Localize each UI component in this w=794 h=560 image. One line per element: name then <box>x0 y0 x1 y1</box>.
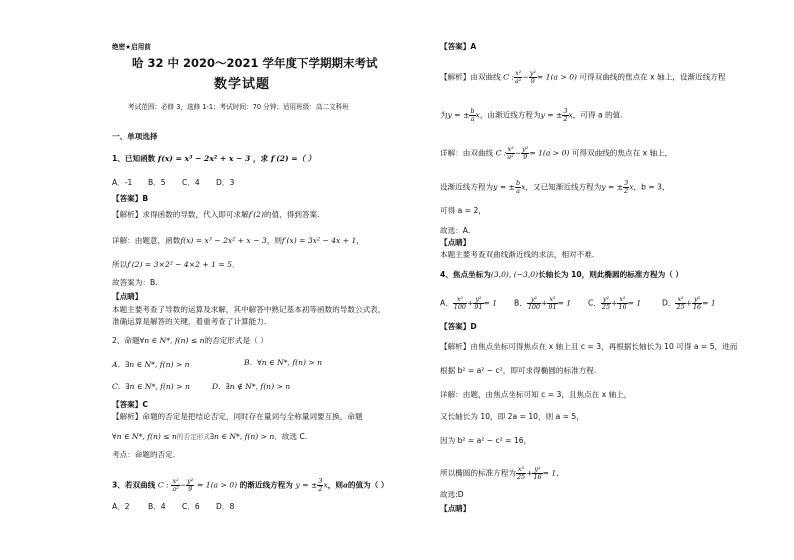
q2-stem-text: 2、命题 <box>112 336 140 345</box>
q1-detail <box>112 236 364 246</box>
q4-answer: 【答案】D <box>440 322 477 331</box>
q3-analysis-asym2-num: 3 <box>563 107 568 115</box>
q3-frac-y <box>186 478 194 493</box>
q4-b-plus: + <box>541 298 548 308</box>
q3-set-b: ，b = 3， <box>633 182 670 192</box>
exam-title: 哈 32 中 2020～2021 学年度下学期期末考试 <box>132 56 378 70</box>
q1-so <box>112 260 240 270</box>
q4-option-d <box>662 296 716 311</box>
q3-minus: − <box>179 480 187 490</box>
q1-option-b: B．5 <box>148 178 166 187</box>
q4-option-b <box>514 296 571 311</box>
q4-c-n2: x² <box>619 295 626 303</box>
q3-set-text: 设渐近线方程为 <box>440 182 494 192</box>
q3-detail-line1: 详解：由双曲线 C : $\frac{\text{x²}}{\text{a²}}$ − $\frac{\text{y²}}{9}$ = 1(a > 0) 可得双曲线的焦点在 x 轴上， <box>440 145 673 161</box>
q4-b-d2: 91 <box>548 303 557 311</box>
q4-a-d2: 91 <box>474 303 483 311</box>
secret-mark: 绝密★启用前 <box>112 43 151 51</box>
q3-detail-frac-x: $\frac{\text{x²}}{\text{a²}}$ <box>507 145 514 161</box>
q3-analysis-frac-y-den: 9 <box>530 77 535 85</box>
q4-detail-line1: 详解：由题，由焦点坐标可知 c = 3，且焦点在 x 轴上， <box>440 390 632 399</box>
q3-stem-text: 3、若双曲线 <box>112 480 156 490</box>
q4-d-d2: 16 <box>692 303 702 311</box>
q3-answer: 【答案】A <box>440 42 477 51</box>
q2-analysis-line1: 【解析】命题的否定是把结论否定，同时存在量词与全称量词要互换，命题 <box>112 412 363 421</box>
q4-d-n1: x² <box>677 295 684 303</box>
q2-analysis-prop: ∀n ∈ N*, f(n) ≤ n <box>112 432 177 441</box>
q1-analysis <box>112 210 320 220</box>
q4-opt-b-label: B． <box>514 298 527 308</box>
q2-option-b: B．∀n ∈ N*, f(n) > n <box>244 358 323 367</box>
q4-analysis-line1: 【解析】由焦点坐标可得焦点在 x 轴上且 c = 3，再根据长轴长为 10 可得 a = 5，进而 <box>440 342 738 351</box>
q3-option-d: D．8 <box>216 502 235 511</box>
q3-stem-tail: 的值为（ ） <box>347 480 389 490</box>
q2-stem <box>112 336 268 346</box>
q3-choose: 故选：A. <box>440 226 471 235</box>
q1-so-end: ． <box>232 260 240 269</box>
q4-point-label: 【点睛】 <box>440 504 471 513</box>
q3-eq-rest: = 1(a > 0) <box>196 480 238 490</box>
q1-prefix: 1、已知函数 <box>112 154 156 163</box>
q3-set-given: ，又已知渐近线方程为 <box>525 182 602 192</box>
q3-analysis-eq: = 1(a > 0) <box>536 72 577 82</box>
q1-detail-func: f(x) = x³ − 2x² + x − 3 <box>180 236 267 245</box>
q3-stem-a: a <box>342 480 348 490</box>
q1-detail-comma: ， <box>356 236 364 245</box>
q2-answer: 【答案】C <box>112 400 148 409</box>
q1-detail-text: 详解：由题意，函数 <box>112 236 181 245</box>
q4-a-n2: y² <box>475 295 482 303</box>
q3-asym: y = ± <box>295 480 318 490</box>
q3-analysis-frac-x-num: x² <box>515 69 522 77</box>
q2-option-d: D．∃n ∉ N*, f(n) > n <box>212 382 291 391</box>
q4-d-plus: + <box>685 298 692 308</box>
q4-detail-line3: 因为 b² = a² − c² = 16， <box>440 436 532 445</box>
q2-analysis-choose: ．故选 C. <box>274 432 308 441</box>
q1-point-line2: 准确运算是解答的关键，着重考查了计算能力. <box>112 317 267 326</box>
q3-analysis-frac-y <box>529 70 537 85</box>
q3-option-c: C．6 <box>182 502 200 511</box>
q1-option-c: C．4 <box>182 178 200 187</box>
q3-analysis-asym: y = ± <box>447 110 470 120</box>
q1-stem <box>112 154 315 164</box>
q1-point-label: 【点睛】 <box>112 292 143 301</box>
subject-title: 数学试题 <box>214 77 271 92</box>
q1-analysis-tail: 的值，得到答案. <box>263 210 320 219</box>
q3-detail-line2: 设渐近线方程为y = ± $\frac{b}{a}$ x，又已知渐近线方程为y = ± $\frac{3}{2}$ x，b = 3， <box>440 179 670 195</box>
q4-a-d1: 100 <box>453 303 466 311</box>
q4-opt-d-label: D． <box>662 298 676 308</box>
q3-analysis-curve: C : <box>503 72 514 82</box>
q1-analysis-math: f′(2) <box>248 210 264 219</box>
q4-stem <box>440 270 683 280</box>
q3-curve: C : <box>157 480 169 490</box>
q4-a-eq: = 1 <box>483 298 498 308</box>
q3-set-frac: $\frac{b}{a}$ <box>516 179 521 195</box>
q1-detail-then: ，则 <box>266 236 282 245</box>
q3-stem <box>112 478 388 493</box>
q2-analysis-neg: ∃n ∈ N*, f(n) > n <box>209 432 275 441</box>
q3-analysis-asym-b: b <box>470 107 475 115</box>
q1-option-d: D．3 <box>216 178 235 187</box>
q2-option-a: A．∃n ∈ N*, f(n) > n <box>112 360 190 369</box>
q3-detail-text: 详解：由双曲线 <box>440 148 494 158</box>
q1-func: f(x) = x³ − 2x² + x − 3 <box>157 154 251 163</box>
q4-a-plus: + <box>467 298 474 308</box>
right-column <box>440 0 770 560</box>
q4-d-n2: y² <box>693 295 701 303</box>
q3-analysis-asym-a: a <box>470 115 475 123</box>
q3-option-a: A．2 <box>112 502 130 511</box>
q4-b-n1: y² <box>527 296 541 304</box>
q2-analysis-line2 <box>112 432 307 442</box>
q4-option-c <box>588 296 641 311</box>
q3-frac-x-num: x² <box>172 477 179 485</box>
q4-option-a <box>440 296 497 311</box>
q3-frac-y-den: 9 <box>188 485 193 493</box>
q4-c-eq: = 1 <box>627 298 642 308</box>
q3-point-label: 【点睛】 <box>440 238 471 247</box>
q2-stem-math: ∀n ∈ N*, f(n) ≤ n <box>139 336 205 345</box>
q4-b-d1: 100 <box>527 303 541 311</box>
q4-detail4-text: 所以椭圆的标准方程为 <box>440 468 516 478</box>
q4-opt-c-label: C． <box>588 298 601 308</box>
q3-analysis-frac-x-den: a² <box>514 77 522 85</box>
q3-option-b: B．4 <box>148 502 166 511</box>
q3-analysis-asym-x: x <box>475 110 480 120</box>
q3-analysis-for: 为 <box>440 110 448 120</box>
q3-stem-then: ，则 <box>327 480 343 490</box>
q1-analysis-text: 【解析】求得函数的导数，代入即可求解 <box>112 210 249 219</box>
q3-frac-x <box>171 478 179 493</box>
q4-detail4-eq: = 1， <box>542 468 564 478</box>
q3-analysis-asym2: y = ± <box>540 110 563 120</box>
q4-detail-line2: 又长轴长为 10，即 2a = 10，则 a = 5， <box>440 412 584 421</box>
q3-asym-x: x <box>323 480 328 490</box>
q1-point-line1: 本题主要考查了导数的运算及求解，其中解答中熟记基本初等函数的导数公式表， <box>112 305 386 314</box>
q3-analysis-tail: 可得双曲线的焦点在 x 轴上，设渐近线方程 <box>579 72 726 82</box>
q4-b-eq: = 1 <box>557 298 572 308</box>
q4-stem-text: 4、焦点坐标为 <box>440 270 491 279</box>
left-column <box>112 0 402 560</box>
q3-frac-x-den: a² <box>172 485 179 493</box>
q1-option-a: A．-1 <box>112 178 133 187</box>
section-single-choice: 一、单项选择 <box>112 132 158 141</box>
q3-detail-tail: 可得双曲线的焦点在 x 轴上， <box>571 148 673 158</box>
q2-analysis-negword: 的否定形式 <box>176 433 210 441</box>
q3-point-text: 本题主要考查双曲线渐近线的求法，相对不难. <box>440 250 595 259</box>
q4-analysis-line2: 根据 b² = a² − c²，即可求得椭圆的标准方程. <box>440 366 597 375</box>
q4-c-d1: 25 <box>601 303 611 311</box>
q3-detail-frac-y: $\frac{\text{y²}}{9}$ <box>522 145 529 161</box>
q3-analysis-asym2-den: 2 <box>563 115 568 123</box>
q3-asym-num: 3 <box>318 477 323 485</box>
q4-d-d1: 25 <box>676 303 685 311</box>
q3-asym-den: 2 <box>318 485 323 493</box>
q3-get: 可得 a = 2， <box>440 206 486 215</box>
q3-analysis-line1: 【解析】由双曲线 C : $\frac{\text{x²}}{\text{a²}}$ − $\frac{\text{y²}}{9}$ = 1(a > 0) 可得双曲线的焦点在 x 轴上，设渐近线方程 <box>440 69 726 85</box>
q3-stem-mid: 的渐近线方程为 <box>239 480 293 490</box>
q3-analysis-given: ，由渐近线方程为 <box>479 110 541 120</box>
q4-opt-a-label: A． <box>440 298 453 308</box>
q3-set-frac2: $\frac{3}{2}$ <box>624 179 629 195</box>
q4-c-plus: + <box>611 298 618 308</box>
q2-stem-tail: 的否定形式是（ ） <box>204 336 268 345</box>
exam-info: 考试范围：必修 3，选修 1-1；考试时间：70 分钟；适用班级：高二文科班 <box>128 103 349 111</box>
q3-analysis-text: 【解析】由双曲线 <box>440 72 501 82</box>
q3-analysis-find: ，可得 a 的值. <box>572 110 623 120</box>
q1-so-eq: f′(2) = 3×2² − 4×2 + 1 = 5 <box>127 260 232 269</box>
q4-stem-tail: 长轴长为 10，则此椭圆的标准方程为（ ） <box>538 270 684 279</box>
q4-choose: 故选:D <box>440 490 464 499</box>
q1-choose: 故答案为：B. <box>112 278 158 287</box>
q4-stem-math: (3,0), (−3,0) <box>490 270 539 279</box>
q4-d-eq: = 1 <box>702 298 716 308</box>
q4-c-n1: y² <box>602 295 610 303</box>
q4-b-n2: x² <box>549 295 556 303</box>
q2-option-c: C．∃n ∈ N*, f(n) > n <box>112 382 190 391</box>
q3-analysis-frac-y-num: y² <box>529 69 536 77</box>
q2-note: 考点：命题的否定. <box>112 450 176 459</box>
q1-answer: 【答案】B <box>112 194 149 203</box>
q3-analysis-line2: 为y = ± $\frac{b}{a}$ x，由渐近线方程为y = ± $\frac{3}{2}$ x，可得 a 的值. <box>440 107 623 123</box>
q1-suffix: ，求 <box>252 154 269 163</box>
q1-detail-deriv: f′(x) = 3x² − 4x + 1 <box>281 236 357 245</box>
q4-detail-line4: 所以椭圆的标准方程为 $\frac{\text{x²}}{25}$ + $\frac{\text{y²}}{16}$ = 1， <box>440 465 564 481</box>
q1-so-text: 所以 <box>112 260 128 269</box>
q3-frac-y-num: y² <box>187 477 194 485</box>
q4-a-n1: x² <box>453 296 467 304</box>
q4-c-d2: 16 <box>618 303 627 311</box>
q1-ask: f′(2) =（ ） <box>270 154 316 163</box>
